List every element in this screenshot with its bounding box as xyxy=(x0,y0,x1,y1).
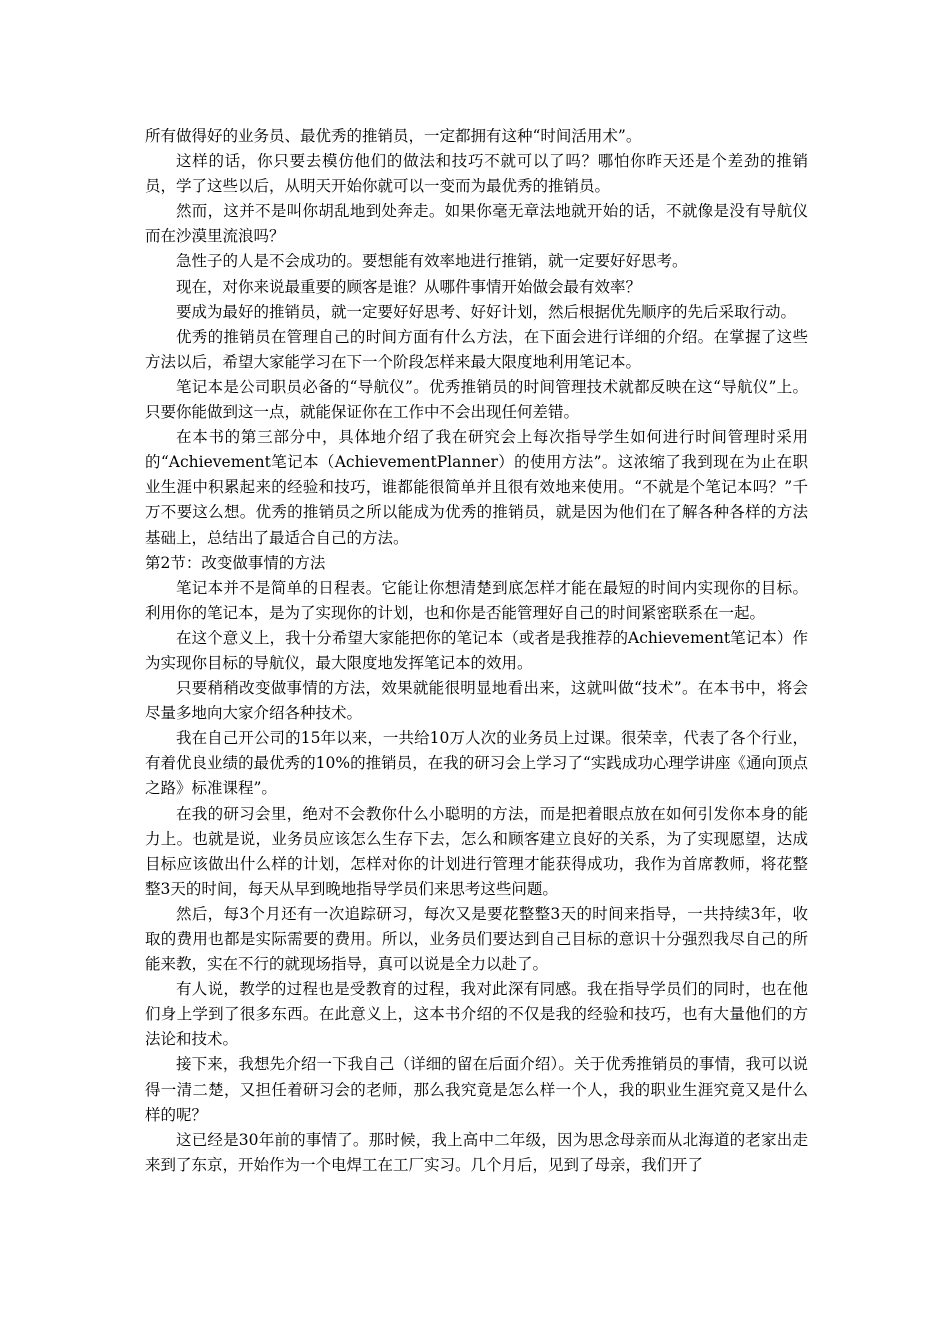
paragraph-17: 接下来，我想先介绍一下我自己（详细的留在后面介绍）。关于优秀推销员的事情，我可以说得一清二楚，又担任着研习会的老师，那么我究竟是怎么样一个人，我的职业生涯究竟又是什么样的呢？ xyxy=(145,1055,808,1124)
paragraph-2: 这样的话，你只要去模仿他们的做法和技巧不就可以了吗？哪怕你昨天还是个差劲的推销员，学了这些以后，从明天开始你就可以一变而为最优秀的推销员。 xyxy=(145,152,808,196)
paragraph-10: 笔记本并不是简单的日程表。它能让你想清楚到底怎样才能在最短的时间内实现你的目标。利用你的笔记本，是为了实现你的计划，也和你是否能管理好自己的时间紧密联系在一起。 xyxy=(145,578,808,622)
paragraph-8: 笔记本是公司职员必备的“导航仪”。优秀推销员的时间管理技术就都反映在这“导航仪”上。只要你能做到这一点，就能保证你在工作中不会出现任何差错。 xyxy=(145,377,808,422)
paragraph-15: 然后，每3个月还有一次追踪研习，每次又是要花整整3天的时间来指导，一共持续3年，收取的费用也都是实际需要的费用。所以，业务员们要达到自己目标的意识十分强烈我尽自己的所能来教，实在不行的就现场指导，真可以说是全力以赴了。 xyxy=(145,904,808,974)
document-page xyxy=(145,124,808,1178)
paragraph-1: 所有做得好的业务员、最优秀的推销员，一定都拥有这种“时间活用术”。 xyxy=(145,127,642,145)
paragraph-13: 我在自己开公司的15年以来，一共给10万人次的业务员上过课。很荣幸，代表了各个行业，有着优良业绩的最优秀的10%的推销员，在我的研习会上学习了“实践成功心理学讲座《通向顶点之路》标准课程”。 xyxy=(145,729,808,798)
paragraph-16: 有人说，教学的过程也是受教育的过程，我对此深有同感。我在指导学员们的同时，也在他们身上学到了很多东西。在此意义上，这本书介绍的不仅是我的经验和技巧，也有大量他们的方法论和技术。 xyxy=(145,980,808,1049)
paragraph-12: 只要稍稍改变做事情的方法，效果就能很明显地看出来，这就叫做“技术”。在本书中，将会尽量多地向大家介绍各种技术。 xyxy=(145,679,808,723)
paragraph-7: 优秀的推销员在管理自己的时间方面有什么方法，在下面会进行详细的介绍。在掌握了这些方法以后，希望大家能学习在下一个阶段怎样来最大限度地利用笔记本。 xyxy=(145,327,808,371)
paragraph-4: 急性子的人是不会成功的。要想能有效率地进行推销，就一定要好好思考。 xyxy=(176,252,688,271)
paragraph-18: 这已经是30年前的事情了。那时候，我上高中二年级，因为思念母亲而从北海道的老家出走来到了东京，开始作为一个电焊工在工厂实习。几个月后，见到了母亲，我们开了 xyxy=(145,1130,808,1174)
paragraph-14: 在我的研习会里，绝对不会教你什么小聪明的方法，而是把着眼点放在如何引发你本身的能力上。也就是说，业务员应该怎么生存下去，怎么和顾客建立良好的关系，为了实现愿望，达成目标应该做出什么样的计划，怎样对你的计划进行管理才能获得成功，我作为首席教师，将花整整3天的时间，每天从早到晚地指导学员们来思考这些问题。 xyxy=(145,804,808,898)
paragraph-11: 在这个意义上，我十分希望大家能把你的笔记本（或者是我推荐的Achievement笔记本）作为实现你目标的导航仪，最大限度地发挥笔记本的效用。 xyxy=(145,628,808,672)
section-heading: 第2节：改变做事情的方法 xyxy=(145,553,326,572)
paragraph-9: 在本书的第三部分中，具体地介绍了我在研究会上每次指导学生如何进行时间管理时采用的“Achievement笔记本（AchievementPlanner）的使用方法”。这浓缩了我到现在为止在职业生涯中积累起来的经验和技巧，谁都能很简单并且很有效地来使用。“不就是个笔记本吗？”千万不要这么想。优秀的推销员之所以能成为优秀的推销员，就是因为他们在了解各种各样的方法基础上，总结出了最适合自己的方法。 xyxy=(145,428,808,547)
paragraph-5: 现在，对你来说最重要的顾客是谁？从哪件事情开始做会最有效率？ xyxy=(176,277,642,296)
paragraph-6: 要成为最好的推销员，就一定要好好思考、好好计划，然后根据优先顺序的先后采取行动。 xyxy=(176,302,797,321)
paragraph-3: 然而，这并不是叫你胡乱地到处奔走。如果你毫无章法地就开始的话，不就像是没有导航仪而在沙漠里流浪吗？ xyxy=(145,202,808,246)
